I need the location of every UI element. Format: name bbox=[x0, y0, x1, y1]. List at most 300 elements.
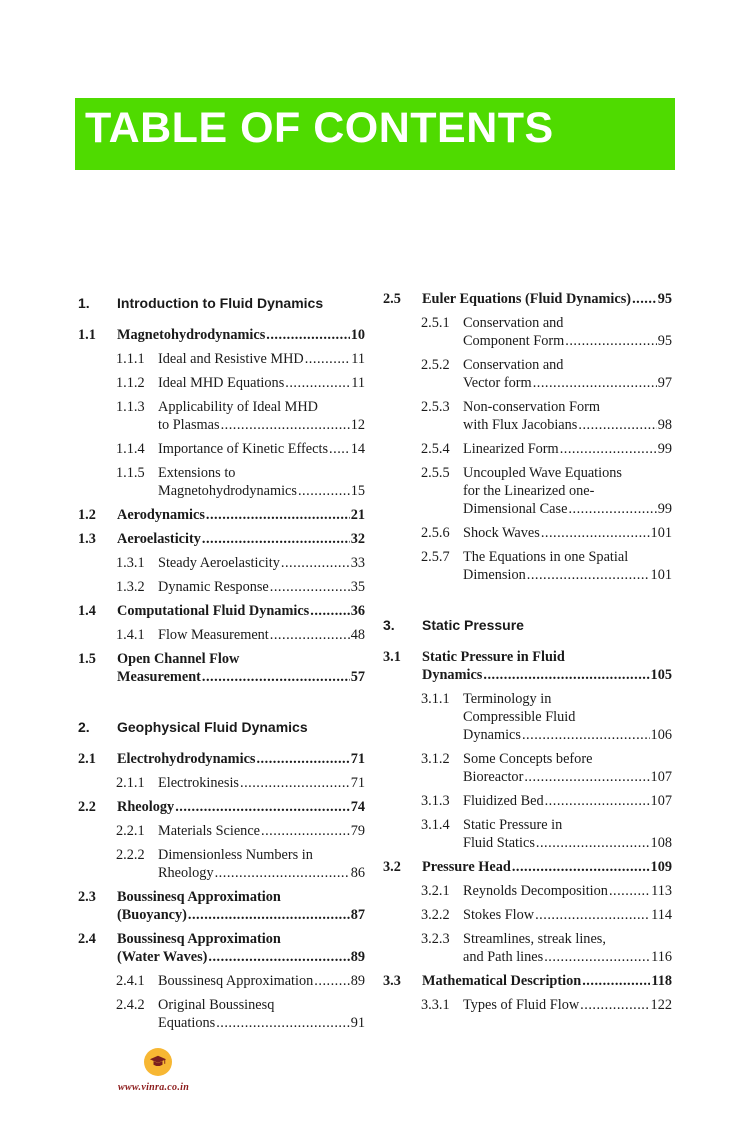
toc-entry-title-row bbox=[463, 882, 672, 900]
toc-entry-section[interactable] bbox=[78, 326, 365, 344]
toc-entry-body bbox=[78, 650, 365, 686]
toc-entry-number: 2.4.1 bbox=[116, 973, 145, 989]
dot-leader bbox=[545, 792, 650, 810]
toc-entry-sub[interactable] bbox=[78, 440, 365, 458]
toc-entry-sub[interactable] bbox=[78, 972, 365, 990]
toc-entry-body bbox=[383, 290, 672, 308]
dot-leader bbox=[632, 290, 657, 308]
toc-entry-sub[interactable] bbox=[383, 440, 672, 458]
toc-entry-title-row bbox=[158, 440, 365, 458]
toc-entry-title-row bbox=[158, 482, 365, 500]
toc-entry-title-row bbox=[463, 524, 672, 542]
toc-entry-title-line: Conservation and bbox=[463, 357, 564, 373]
toc-entry-title-line: Open Channel Flow bbox=[117, 651, 240, 667]
toc-entry-sub[interactable] bbox=[383, 792, 672, 810]
toc-entry-title: Component Form bbox=[463, 333, 565, 349]
toc-entry-section[interactable] bbox=[78, 750, 365, 768]
toc-entry-title: Measurement bbox=[117, 669, 201, 685]
toc-entry-number: 2.2 bbox=[78, 799, 96, 815]
toc-entry-chapter[interactable] bbox=[78, 718, 365, 736]
toc-entry-sub[interactable] bbox=[383, 906, 672, 924]
dot-leader bbox=[565, 332, 656, 350]
page-number: 99 bbox=[657, 501, 672, 517]
toc-entry-number: 1.3.1 bbox=[116, 555, 145, 571]
toc-entry-number: 3.2 bbox=[383, 859, 401, 875]
page-number: 89 bbox=[350, 973, 365, 989]
toc-entry-sub[interactable] bbox=[78, 846, 365, 882]
toc-entry-title: Aerodynamics bbox=[117, 507, 205, 523]
toc-entry-title-line: Some Concepts before bbox=[463, 751, 593, 767]
toc-entry-title-row bbox=[117, 326, 365, 344]
toc-entry-number: 3.2.2 bbox=[421, 907, 450, 923]
toc-entry-title-row bbox=[422, 858, 672, 876]
toc-entry-title-row bbox=[117, 506, 365, 524]
dot-leader bbox=[578, 416, 656, 434]
dot-leader bbox=[261, 822, 350, 840]
toc-entry-body bbox=[78, 294, 365, 312]
toc-entry-title-line: Terminology in bbox=[463, 691, 552, 707]
page-number: 107 bbox=[650, 769, 672, 785]
toc-entry-title-row bbox=[463, 726, 672, 744]
toc-entry-number: 1.1 bbox=[78, 327, 96, 343]
toc-entry-title-row bbox=[117, 668, 365, 686]
toc-entry-number: 1.1.1 bbox=[116, 351, 145, 367]
toc-entry-title-row bbox=[158, 578, 365, 596]
toc-entry-title-line: The Equations in one Spatial bbox=[463, 549, 629, 565]
toc-entry-title-row bbox=[422, 972, 672, 990]
toc-entry-number: 3.2.1 bbox=[421, 883, 450, 899]
toc-entry-title: Geophysical Fluid Dynamics bbox=[117, 719, 308, 735]
toc-entry-sub[interactable] bbox=[78, 350, 365, 368]
toc-entry-sub[interactable] bbox=[383, 882, 672, 900]
dot-leader bbox=[281, 554, 350, 572]
toc-entry-title: Aeroelasticity bbox=[117, 531, 201, 547]
toc-entry-title: (Buoyancy) bbox=[117, 907, 187, 923]
toc-entry-sub[interactable] bbox=[383, 398, 672, 434]
page-number: 57 bbox=[350, 669, 365, 685]
toc-entry-section[interactable] bbox=[78, 602, 365, 620]
dot-leader bbox=[240, 774, 350, 792]
page-number: 74 bbox=[350, 799, 365, 815]
toc-entry-title: Bioreactor bbox=[463, 769, 524, 785]
toc-entry-chapter[interactable] bbox=[383, 616, 672, 634]
toc-entry-title: with Flux Jacobians bbox=[463, 417, 578, 433]
page-title: TABLE OF CONTENTS bbox=[85, 104, 554, 152]
chapter-spacer bbox=[383, 590, 672, 612]
dot-leader bbox=[524, 768, 649, 786]
page-number: 89 bbox=[350, 949, 365, 965]
toc-entry-number: 2.5.4 bbox=[421, 441, 450, 457]
page-number: 11 bbox=[351, 351, 365, 367]
toc-entry-sub[interactable] bbox=[383, 750, 672, 786]
page-number: 79 bbox=[350, 823, 365, 839]
toc-entry-sub[interactable] bbox=[78, 822, 365, 840]
toc-entry-sub[interactable] bbox=[383, 930, 672, 966]
page-number: 48 bbox=[350, 627, 365, 643]
toc-entry-sub[interactable] bbox=[78, 374, 365, 392]
toc-entry-title-line: Extensions to bbox=[158, 465, 236, 481]
toc-entry-title-row bbox=[158, 554, 365, 572]
dot-leader bbox=[582, 972, 650, 990]
toc-entry-number: 3.3 bbox=[383, 973, 401, 989]
toc-entry-section[interactable] bbox=[78, 506, 365, 524]
toc-entry-title-row bbox=[158, 350, 365, 368]
toc-entry-title-line: Boussinesq Approximation bbox=[117, 931, 281, 947]
toc-entry-title-row bbox=[117, 906, 365, 924]
toc-entry-section[interactable] bbox=[383, 290, 672, 308]
toc-entry-number: 1.1.4 bbox=[116, 441, 145, 457]
toc-entry-number: 2.1 bbox=[78, 751, 96, 767]
toc-entry-number: 3.3.1 bbox=[421, 997, 450, 1013]
page-number: 35 bbox=[350, 579, 365, 595]
toc-entry-title-line: Non-conservation Form bbox=[463, 399, 600, 415]
toc-entry-title: Materials Science bbox=[158, 823, 261, 839]
toc-entry-title: Flow Measurement bbox=[158, 627, 269, 643]
page-number: 71 bbox=[350, 775, 365, 791]
toc-entry-number: 1.3 bbox=[78, 531, 96, 547]
toc-entry-title-line: Compressible Fluid bbox=[463, 709, 576, 725]
dot-leader bbox=[541, 524, 650, 542]
toc-entry-title-row bbox=[158, 416, 365, 434]
toc-entry-title: Dynamics bbox=[463, 727, 521, 743]
toc-entry-number: 3.1 bbox=[383, 649, 401, 665]
dot-leader bbox=[216, 1014, 350, 1032]
toc-entry-title: Dimensional Case bbox=[463, 501, 568, 517]
toc-entry-title: Pressure Head bbox=[422, 859, 511, 875]
toc-entry-title-line: Static Pressure in Fluid bbox=[422, 649, 565, 665]
toc-entry-title-row bbox=[117, 602, 365, 620]
dot-leader bbox=[522, 726, 650, 744]
toc-entry-title-row bbox=[422, 616, 672, 634]
toc-entry-title: Steady Aeroelasticity bbox=[158, 555, 280, 571]
page-number: 15 bbox=[350, 483, 365, 499]
dot-leader bbox=[533, 374, 657, 392]
toc-entry-number: 2.3 bbox=[78, 889, 96, 905]
page-number: 95 bbox=[657, 291, 672, 307]
page-number: 33 bbox=[350, 555, 365, 571]
dot-leader bbox=[202, 530, 350, 548]
publisher-url[interactable]: www.vinra.co.in bbox=[118, 1082, 190, 1093]
title-banner bbox=[75, 98, 675, 170]
page-number: 101 bbox=[650, 525, 672, 541]
toc-entry-title: Fluid Statics bbox=[463, 835, 535, 851]
toc-entry-number: 2.1.1 bbox=[116, 775, 145, 791]
toc-entry-title: Linearized Form bbox=[463, 441, 559, 457]
toc-entry-title-row bbox=[158, 626, 365, 644]
dot-leader bbox=[544, 948, 650, 966]
dot-leader bbox=[580, 996, 649, 1014]
toc-entry-sub[interactable] bbox=[383, 524, 672, 542]
toc-entry-title: to Plasmas bbox=[158, 417, 220, 433]
page-number: 71 bbox=[350, 751, 365, 767]
toc-left-column bbox=[78, 290, 365, 1038]
toc-entry-title: Fluidized Bed bbox=[463, 793, 544, 809]
dot-leader bbox=[314, 972, 349, 990]
dot-leader bbox=[266, 326, 349, 344]
toc-entry-title: Boussinesq Approximation bbox=[158, 973, 314, 989]
toc-entry-section[interactable] bbox=[78, 888, 365, 924]
toc-entry-body bbox=[383, 616, 672, 634]
toc-entry-sub[interactable] bbox=[78, 554, 365, 572]
toc-entry-title: Dimension bbox=[463, 567, 526, 583]
toc-entry-title-row bbox=[158, 864, 365, 882]
toc-entry-title: Electrohydrodynamics bbox=[117, 751, 256, 767]
toc-entry-sub[interactable] bbox=[383, 548, 672, 584]
page-number: 99 bbox=[657, 441, 672, 457]
toc-entry-title: and Path lines bbox=[463, 949, 544, 965]
toc-entry-body bbox=[78, 718, 365, 736]
page-number: 87 bbox=[350, 907, 365, 923]
toc-entry-number: 1.2 bbox=[78, 507, 96, 523]
toc-entry-title-row bbox=[463, 500, 672, 518]
toc-entry-title: Mathematical Description bbox=[422, 973, 582, 989]
toc-entry-section[interactable] bbox=[383, 648, 672, 684]
toc-entry-chapter[interactable] bbox=[78, 294, 365, 312]
toc-entry-sub[interactable] bbox=[78, 996, 365, 1032]
page-number: 10 bbox=[350, 327, 365, 343]
toc-entry-title: Magnetohydrodynamics bbox=[117, 327, 266, 343]
toc-entry-body bbox=[78, 326, 365, 344]
dot-leader bbox=[609, 882, 650, 900]
toc-entry-title-row bbox=[463, 906, 672, 924]
toc-entry-title-line: Dimensionless Numbers in bbox=[158, 847, 313, 863]
toc-entry-section[interactable] bbox=[78, 930, 365, 966]
toc-entry-sub[interactable] bbox=[383, 356, 672, 392]
page-number: 32 bbox=[350, 531, 365, 547]
dot-leader bbox=[175, 798, 350, 816]
dot-leader bbox=[527, 566, 650, 584]
graduation-cap-icon bbox=[149, 1053, 167, 1071]
toc-entry-title: Dynamic Response bbox=[158, 579, 269, 595]
toc-entry-number: 1.4 bbox=[78, 603, 96, 619]
toc-entry-title-row bbox=[463, 566, 672, 584]
toc-entry-title: Rheology bbox=[117, 799, 175, 815]
toc-entry-sub[interactable] bbox=[78, 464, 365, 500]
toc-entry-body bbox=[78, 930, 365, 966]
toc-entry-title: Magnetohydrodynamics bbox=[158, 483, 297, 499]
dot-leader bbox=[206, 506, 350, 524]
toc-entry-title-row bbox=[463, 374, 672, 392]
page-number: 97 bbox=[657, 375, 672, 391]
toc-entry-title-row bbox=[158, 374, 365, 392]
toc-entry-number: 2.5.2 bbox=[421, 357, 450, 373]
page-number: 11 bbox=[351, 375, 365, 391]
toc-entry-section[interactable] bbox=[78, 798, 365, 816]
toc-entry-title-row bbox=[117, 530, 365, 548]
toc-right-column bbox=[383, 290, 672, 1020]
toc-entry-title: Ideal and Resistive MHD bbox=[158, 351, 304, 367]
toc-entry-title: Shock Waves bbox=[463, 525, 540, 541]
toc-entry-number: 2.2.1 bbox=[116, 823, 145, 839]
toc-entry-number: 2.5 bbox=[383, 291, 401, 307]
toc-entry-sub[interactable] bbox=[383, 464, 672, 518]
toc-entry-section[interactable] bbox=[383, 972, 672, 990]
dot-leader bbox=[305, 350, 350, 368]
toc-entry-title: Static Pressure bbox=[422, 617, 524, 633]
toc-entry-title-row bbox=[117, 750, 365, 768]
toc-entry-title-row bbox=[463, 948, 672, 966]
toc-entry-number: 2.4.2 bbox=[116, 997, 145, 1013]
toc-entry-title-row bbox=[158, 774, 365, 792]
toc-entry-number: 3.1.3 bbox=[421, 793, 450, 809]
toc-entry-section[interactable] bbox=[78, 650, 365, 686]
toc-entry-number: 3.1.2 bbox=[421, 751, 450, 767]
chapter-spacer bbox=[78, 692, 365, 714]
toc-entry-number: 3.1.4 bbox=[421, 817, 450, 833]
toc-entry-body bbox=[383, 648, 672, 684]
toc-entry-sub[interactable] bbox=[383, 314, 672, 350]
toc-entry-title-row bbox=[117, 718, 365, 736]
toc-entry-title-row bbox=[463, 834, 672, 852]
toc-entry-title: Dynamics bbox=[422, 667, 483, 683]
toc-entry-number: 2.5.6 bbox=[421, 525, 450, 541]
toc-entry-title-row bbox=[117, 948, 365, 966]
toc-entry-title-row bbox=[463, 416, 672, 434]
toc-entry-title-row bbox=[463, 996, 672, 1014]
toc-entry-number: 1. bbox=[78, 295, 90, 311]
toc-entry-number: 2.5.5 bbox=[421, 465, 450, 481]
toc-entry-title: Stokes Flow bbox=[463, 907, 535, 923]
toc-entry-title-row bbox=[117, 294, 365, 312]
toc-entry-body bbox=[78, 750, 365, 768]
toc-entry-body bbox=[78, 602, 365, 620]
dot-leader bbox=[188, 906, 350, 924]
toc-entry-number: 2.5.7 bbox=[421, 549, 450, 565]
toc-entry-body bbox=[78, 506, 365, 524]
dot-leader bbox=[483, 666, 649, 684]
toc-entry-title: Rheology bbox=[158, 865, 214, 881]
toc-entry-title: Computational Fluid Dynamics bbox=[117, 603, 310, 619]
page-number: 116 bbox=[651, 949, 672, 965]
page-number: 106 bbox=[650, 727, 672, 743]
toc-entry-sub[interactable] bbox=[383, 816, 672, 852]
page-number: 105 bbox=[650, 667, 672, 683]
publisher-logo bbox=[144, 1048, 172, 1076]
dot-leader bbox=[221, 416, 350, 434]
toc-entry-section[interactable] bbox=[383, 858, 672, 876]
page-number: 122 bbox=[650, 997, 672, 1013]
dot-leader bbox=[310, 602, 349, 620]
page-number: 86 bbox=[350, 865, 365, 881]
toc-entry-sub[interactable] bbox=[78, 398, 365, 434]
toc-entry-sub[interactable] bbox=[78, 774, 365, 792]
toc-entry-title-row bbox=[463, 440, 672, 458]
toc-entry-title-line: Boussinesq Approximation bbox=[117, 889, 281, 905]
toc-entry-title: Types of Fluid Flow bbox=[463, 997, 580, 1013]
toc-entry-sub[interactable] bbox=[383, 690, 672, 744]
page-number: 113 bbox=[651, 883, 672, 899]
toc-entry-number: 1.3.2 bbox=[116, 579, 145, 595]
page-number: 108 bbox=[650, 835, 672, 851]
toc-entry-body bbox=[78, 888, 365, 924]
toc-entry-number: 2.2.2 bbox=[116, 847, 145, 863]
toc-entry-number: 2.4 bbox=[78, 931, 96, 947]
toc-entry-title-line: Streamlines, streak lines, bbox=[463, 931, 606, 947]
page-number: 36 bbox=[350, 603, 365, 619]
dot-leader bbox=[215, 864, 350, 882]
page-number: 98 bbox=[657, 417, 672, 433]
dot-leader bbox=[256, 750, 349, 768]
toc-entry-title-line: Applicability of Ideal MHD bbox=[158, 399, 319, 415]
dot-leader bbox=[329, 440, 350, 458]
toc-entry-body bbox=[78, 530, 365, 548]
toc-entry-title-row bbox=[158, 972, 365, 990]
dot-leader bbox=[298, 482, 350, 500]
toc-entry-number: 2. bbox=[78, 719, 90, 735]
dot-leader bbox=[512, 858, 650, 876]
toc-entry-sub[interactable] bbox=[383, 996, 672, 1014]
toc-entry-title: Importance of Kinetic Effects bbox=[158, 441, 329, 457]
toc-entry-title-line: Original Boussinesq bbox=[158, 997, 275, 1013]
toc-entry-title: Reynolds Decomposition bbox=[463, 883, 608, 899]
dot-leader bbox=[568, 500, 656, 518]
toc-entry-title-row bbox=[463, 332, 672, 350]
toc-entry-title-line: for the Linearized one- bbox=[463, 483, 595, 499]
toc-entry-number: 3. bbox=[383, 617, 395, 633]
dot-leader bbox=[270, 626, 350, 644]
toc-entry-number: 1.4.1 bbox=[116, 627, 145, 643]
toc-entry-title-row bbox=[117, 798, 365, 816]
toc-entry-title-row bbox=[422, 666, 672, 684]
toc-entry-sub[interactable] bbox=[78, 578, 365, 596]
toc-entry-title-line: Uncoupled Wave Equations bbox=[463, 465, 622, 481]
dot-leader bbox=[270, 578, 350, 596]
page-number: 91 bbox=[350, 1015, 365, 1031]
page-number: 95 bbox=[657, 333, 672, 349]
toc-entry-number: 2.5.1 bbox=[421, 315, 450, 331]
page-number: 21 bbox=[350, 507, 365, 523]
toc-entry-title-row bbox=[463, 768, 672, 786]
toc-entry-body bbox=[383, 858, 672, 876]
page-number: 109 bbox=[650, 859, 672, 875]
toc-entry-number: 1.1.2 bbox=[116, 375, 145, 391]
toc-entry-title: Euler Equations (Fluid Dynamics) bbox=[422, 291, 632, 307]
page-number: 12 bbox=[350, 417, 365, 433]
toc-entry-number: 2.5.3 bbox=[421, 399, 450, 415]
toc-entry-title: Ideal MHD Equations bbox=[158, 375, 285, 391]
page-number: 101 bbox=[650, 567, 672, 583]
toc-entry-number: 1.1.5 bbox=[116, 465, 145, 481]
page-number: 14 bbox=[350, 441, 365, 457]
toc-entry-title-line: Conservation and bbox=[463, 315, 564, 331]
toc-entry-title: Equations bbox=[158, 1015, 216, 1031]
page-number: 114 bbox=[651, 907, 672, 923]
toc-entry-number: 3.1.1 bbox=[421, 691, 450, 707]
toc-entry-title: Electrokinesis bbox=[158, 775, 239, 791]
toc-entry-title-row bbox=[158, 822, 365, 840]
toc-entry-number: 1.5 bbox=[78, 651, 96, 667]
toc-entry-body bbox=[78, 798, 365, 816]
page-number: 107 bbox=[650, 793, 672, 809]
toc-entry-title-row bbox=[463, 792, 672, 810]
dot-leader bbox=[202, 668, 350, 686]
toc-entry-title-row bbox=[422, 290, 672, 308]
dot-leader bbox=[285, 374, 350, 392]
dot-leader bbox=[560, 440, 657, 458]
dot-leader bbox=[536, 834, 650, 852]
toc-entry-number: 1.1.3 bbox=[116, 399, 145, 415]
toc-entry-title: Introduction to Fluid Dynamics bbox=[117, 295, 324, 311]
toc-entry-sub[interactable] bbox=[78, 626, 365, 644]
toc-entry-title-row bbox=[158, 1014, 365, 1032]
toc-entry-body bbox=[383, 972, 672, 990]
toc-entry-title: Vector form bbox=[463, 375, 532, 391]
page-number: 118 bbox=[651, 973, 672, 989]
dot-leader bbox=[535, 906, 650, 924]
toc-entry-section[interactable] bbox=[78, 530, 365, 548]
toc-entry-title: (Water Waves) bbox=[117, 949, 208, 965]
dot-leader bbox=[208, 948, 349, 966]
